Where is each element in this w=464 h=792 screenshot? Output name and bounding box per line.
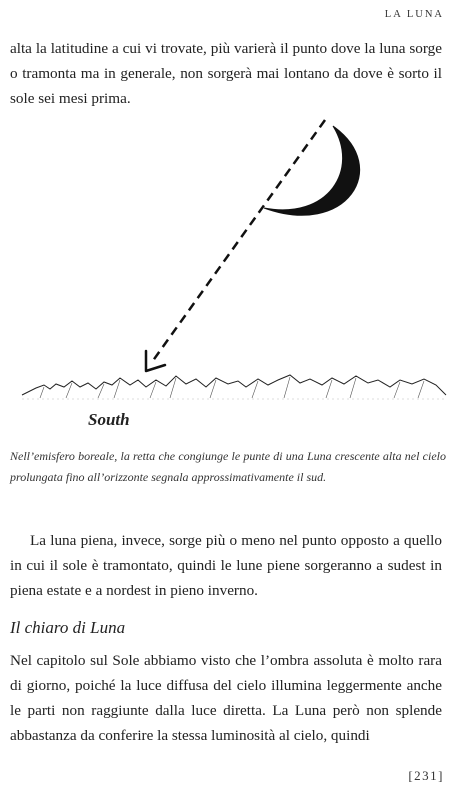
page-number: [231] <box>408 768 444 783</box>
body-paragraph-continued: alta la latitudine a cui vi trovate, più varierà il punto dove la luna sorge o tramonta ma in generale, non sorgerà mai lontano da dove è sorto il sole sei mesi prima. <box>10 40 442 107</box>
pointer-line <box>152 120 325 362</box>
section-heading: Il chiaro di Luna <box>10 618 126 637</box>
mountain-horizon <box>22 375 446 395</box>
running-head: LA LUNA <box>384 9 444 20</box>
south-label: South <box>88 410 130 429</box>
arrowhead-icon <box>146 351 165 371</box>
body-paragraph: Nel capitolo sul Sole abbiamo visto che l’ombra assoluta è molto rara di giorno, poiché la luce diffusa del cielo illumina leggermente anche le parti non raggiunte dalla luce diretta. La Luna però non splende abbastanza da conferire la stessa luminosità al cielo, quindi <box>10 652 442 744</box>
body-paragraph: La luna piena, invece, sorge più o meno nel punto opposto a quello in cui il sole è tramontato, quindi le lune piene sorgeranno a sudest in piena estate e a nordest in pieno inverno. <box>10 532 442 599</box>
figure-illustration <box>0 108 464 438</box>
moon-south-figure <box>0 108 464 438</box>
figure-caption: Nell’emisfero boreale, la retta che congiunge le punte di una Luna crescente alta nel cielo prolungata fino all’orizzonte segnala approssimativamente il sud. <box>10 449 446 484</box>
